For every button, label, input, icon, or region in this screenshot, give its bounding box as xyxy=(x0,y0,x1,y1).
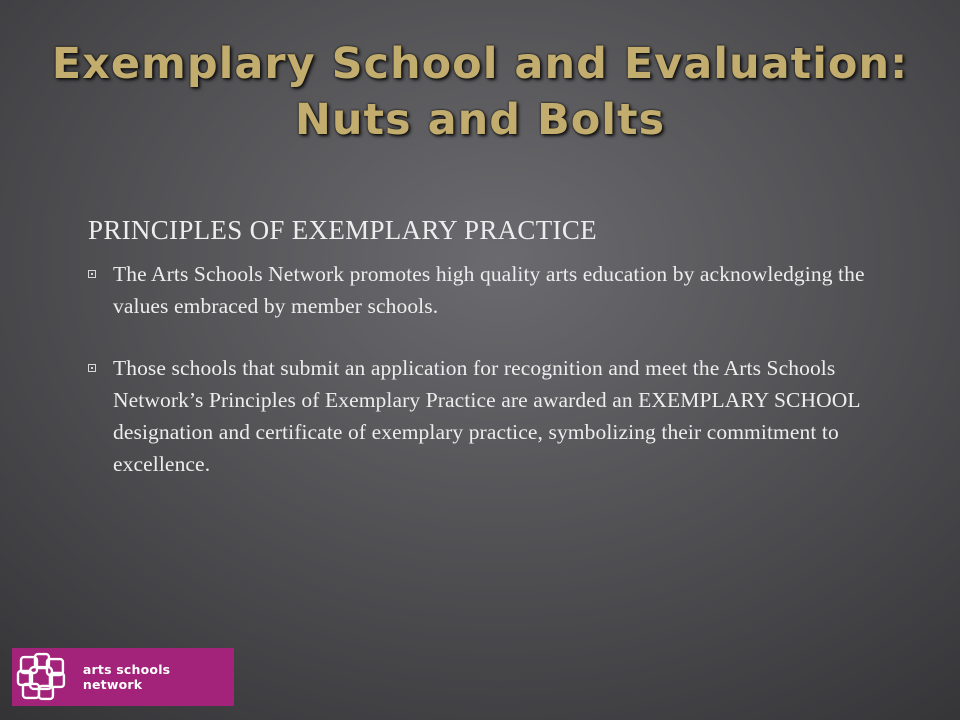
interlocking-squares-icon xyxy=(15,651,71,703)
bullet-list xyxy=(88,258,888,480)
bullet-item xyxy=(88,352,888,480)
title-line-1: Exemplary School and Evaluation: xyxy=(51,39,909,89)
square-bullet-icon xyxy=(88,364,96,372)
bullet-text: The Arts Schools Network promotes high quality arts education by acknowledging the values embraced by member schools. xyxy=(113,262,865,318)
logo-text: arts schools network xyxy=(82,662,171,692)
slide-title xyxy=(40,36,920,148)
bullet-text: Those schools that submit an application for recognition and meet the Arts Schools Network’s Principles of Exemplary Practice are awarded an EXEMPLARY SCHOOL designation and certificate of exemplary practice, symbolizing their commitment to excellence. xyxy=(113,356,860,476)
title-line-2: Nuts and Bolts xyxy=(294,95,666,145)
arts-schools-network-logo xyxy=(12,648,234,706)
section-heading: PRINCIPLES OF EXEMPLARY PRACTICE xyxy=(88,215,597,245)
bullet-item xyxy=(88,258,888,322)
content-area xyxy=(88,212,888,510)
square-bullet-icon xyxy=(88,270,96,278)
